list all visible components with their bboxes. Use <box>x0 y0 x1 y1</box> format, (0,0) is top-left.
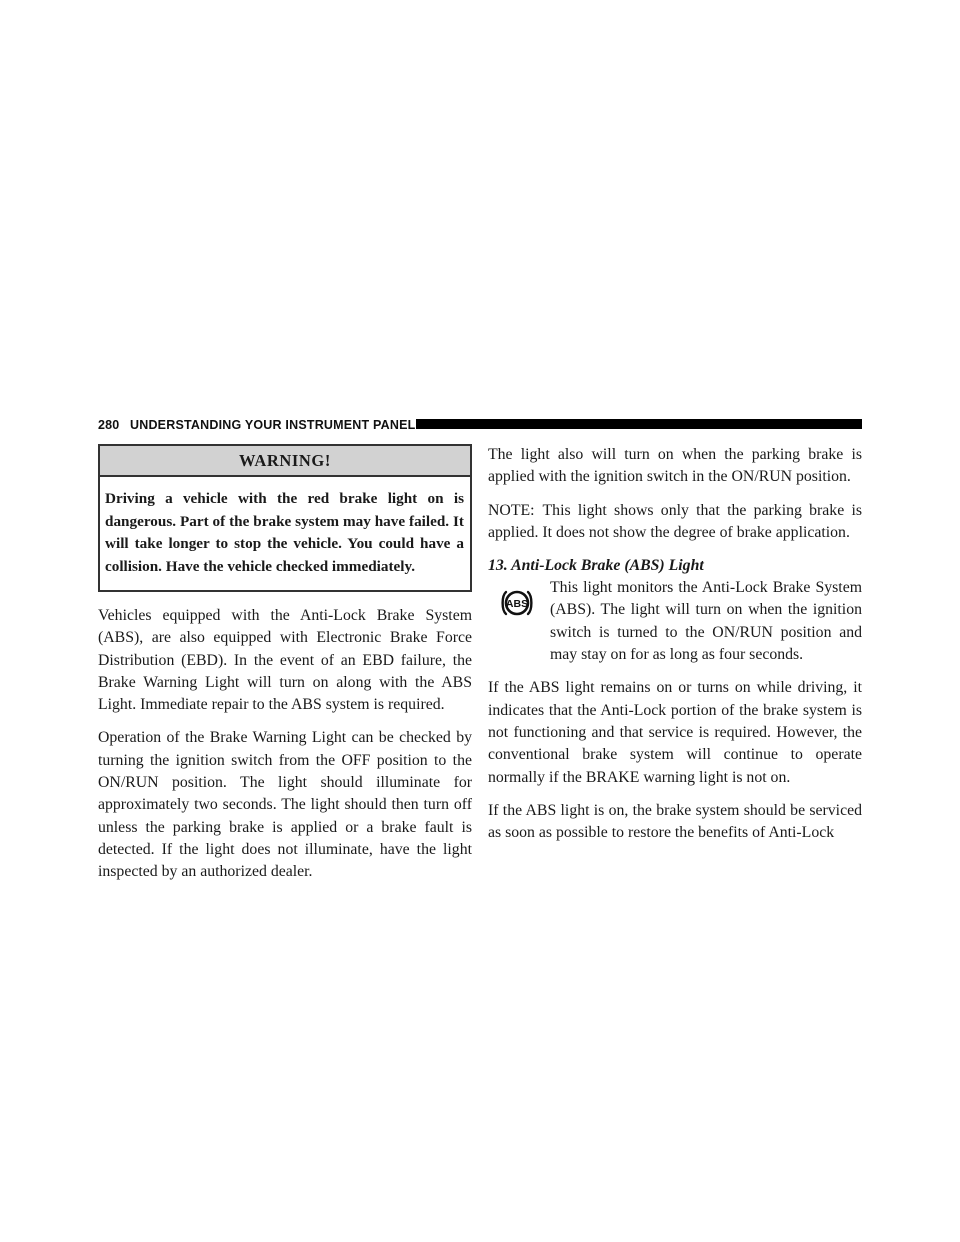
abs-service-paragraph: If the ABS light is on, the brake system should be serviced as soon as possible to restore the benefits of Anti-Lock <box>488 801 862 842</box>
abs-description: This light monitors the Anti-Lock Brake System (ABS). The light will turn on when the ignition switch is turned to the ON/RUN position and may stay on for as long as four seconds. <box>550 579 862 664</box>
warning-heading: WARNING! <box>100 446 470 477</box>
section-title: UNDERSTANDING YOUR INSTRUMENT PANEL <box>130 418 416 432</box>
left-column <box>98 444 472 884</box>
brake-check-paragraph: Operation of the Brake Warning Light can be checked by turning the ignition switch from the OFF position to the ON/RUN position. The light should illuminate for approximately two seconds. The light should then turn off unless the parking brake is applied or a brake fault is detected. If the light does not illuminate, have the light inspected by an authorized dealer. <box>98 729 472 881</box>
abs-icon-label: ABS <box>505 598 529 611</box>
ebd-paragraph: Vehicles equipped with the Anti-Lock Brake System (ABS), are also equipped with Electronic Brake Force Distribution (EBD). In the event of an EBD failure, the Brake Warning Light will turn on along with the ABS Light. Immediate repair to the ABS system is required. <box>98 607 472 714</box>
note-paragraph <box>488 500 862 545</box>
warning-body: Driving a vehicle with the red brake light on is dangerous. Part of the brake system may have failed. It will take longer to stop the vehicle. You could have a collision. Have the vehicle checked immediately. <box>105 490 464 575</box>
abs-section-heading: 13. Anti-Lock Brake (ABS) Light <box>488 557 704 575</box>
abs-light-block <box>488 577 862 666</box>
parking-brake-paragraph: The light also will turn on when the parking brake is applied with the ignition switch in the ON/RUN position. <box>488 446 862 486</box>
right-column <box>488 444 862 844</box>
abs-warning-icon <box>500 589 534 617</box>
header-rule <box>416 419 862 429</box>
warning-box <box>98 444 472 592</box>
abs-remains-on-paragraph: If the ABS light remains on or turns on while driving, it indicates that the Anti-Lock portion of the brake system is not functioning and that service is required. However, the conventional brake system will continue to operate normally if the BRAKE warning light is not on. <box>488 679 862 786</box>
page-number: 280 <box>98 418 120 432</box>
page-header <box>98 416 862 436</box>
note-text: This light shows only that the parking brake is applied. It does not show the degree of brake application. <box>488 501 862 541</box>
note-label: NOTE: <box>488 501 535 519</box>
